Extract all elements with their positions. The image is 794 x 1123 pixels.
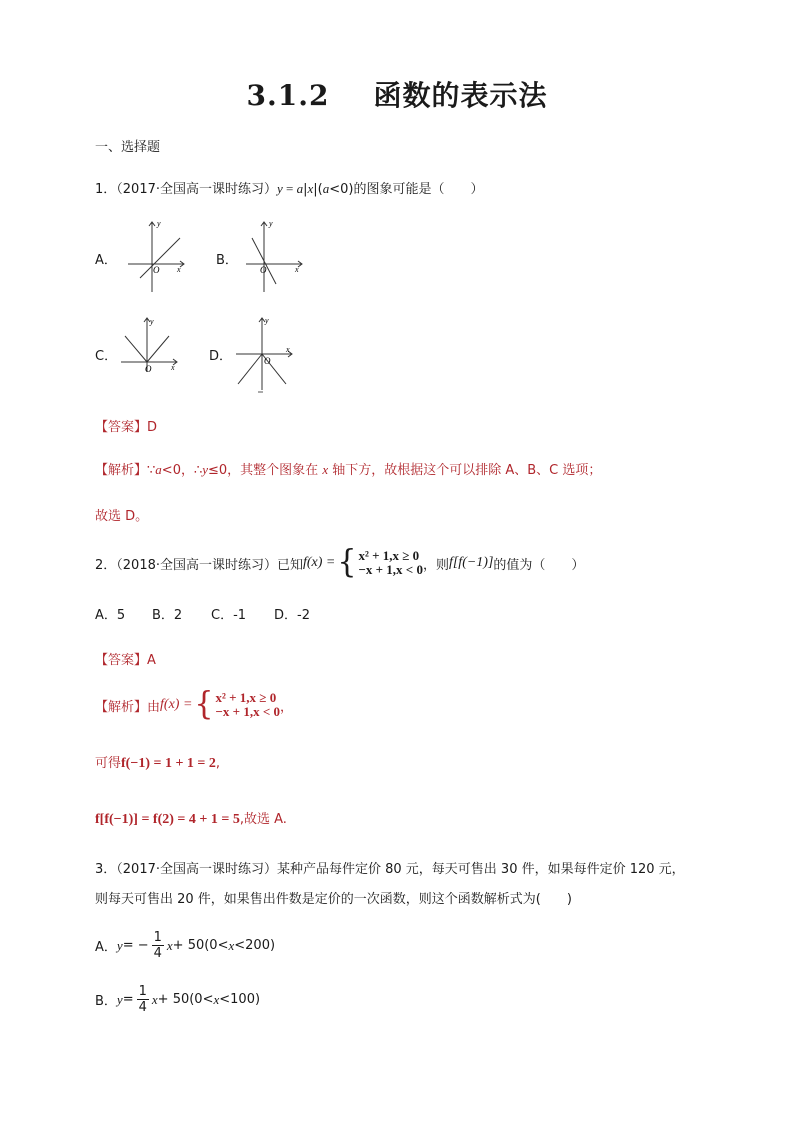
q1-analysis: [95, 459, 601, 478]
q2-analysis-line2: [95, 752, 220, 772]
q1-c-x-label: x: [171, 363, 175, 372]
q1-option-a-graph: [122, 214, 192, 296]
q1-prefix: 1．（2017·全国高一课时练习）: [95, 182, 277, 197]
q3-b-tail: + 50(0<: [157, 992, 214, 1007]
q3-b-fraction: [137, 984, 149, 1015]
q2-analysis-tag: 【解析】: [95, 699, 148, 715]
q3-a-tail: + 50(0<: [172, 938, 229, 953]
q3-b-y: y: [116, 991, 123, 1007]
q1-b-x-label: x: [295, 265, 299, 274]
q1-option-d-graph: [232, 312, 302, 394]
q1-option-c-label: C．: [95, 349, 118, 364]
q1-analysis-tag: 【解析】: [95, 463, 148, 478]
q1-bar1: |: [303, 182, 308, 197]
q1-c-y-label: y: [150, 317, 154, 326]
q1-b-origin-label: O: [260, 265, 267, 275]
q1-option-c-graph: [117, 314, 187, 376]
q1-analysis-p2: <0，∴: [161, 463, 203, 478]
q2-line2-end: ,: [215, 756, 221, 771]
q2-option-b: B．2: [152, 608, 183, 623]
q2-case1: x² + 1,x ≥ 0: [358, 548, 420, 563]
q3-a-x: x: [166, 937, 173, 953]
q1-a-x-label: x: [177, 265, 181, 274]
q1-c-origin-label: O: [145, 364, 152, 374]
title-text: 函数的表示法: [373, 79, 548, 112]
q2-answer: 【答案】A: [95, 653, 156, 668]
q2-stem: [95, 544, 585, 581]
q3-b-x: x: [151, 991, 158, 1007]
q2-line2-math: f(−1) = 1 + 1 = 2: [121, 756, 216, 771]
q2-analysis-end: ，: [279, 699, 293, 715]
q1-analysis-p3: ≤0，其整个图象在: [208, 463, 323, 478]
q1-d-x-label: x: [286, 345, 290, 354]
q3-option-b: [95, 984, 260, 1015]
q2-ffm1: f[f(−1)]: [448, 555, 494, 570]
q2-analysis: [95, 686, 293, 723]
section-heading: 一、选择题: [95, 140, 161, 155]
q3-b-x2: x: [213, 991, 220, 1007]
q2-analysis-brace: {: [194, 686, 214, 723]
q3-b-eq: =: [122, 992, 134, 1007]
q1-cond: <0)的图象可能是（ ）: [329, 182, 484, 197]
q2-suffix: 的值为（ ）: [493, 557, 585, 573]
q1-analysis-p4: 轴下方，故根据这个可以排除 A、B、C 选项；: [328, 463, 602, 478]
q2-option-a: A．5: [95, 608, 126, 623]
q3-a-label: A．: [95, 940, 117, 955]
q2-case2: −x + 1,x < 0: [358, 562, 423, 577]
q2-analysis-line3: [95, 808, 287, 828]
q3-a-den: 4: [153, 946, 162, 961]
q1-option-a-label: A．: [95, 253, 117, 268]
q3-a-eq: = −: [122, 938, 149, 953]
q2-prefix: 2．（2018·全国高一课时练习）已知: [95, 557, 303, 573]
q3-a-num: 1: [153, 930, 162, 945]
q2-line3-math: f[f(−1)] = f(2) = 4 + 1 = 5: [95, 812, 240, 827]
q3-b-num: 1: [138, 984, 147, 999]
q1-analysis-x: x: [322, 462, 329, 477]
q1-a2: a: [322, 181, 330, 196]
q2-cases: [358, 549, 422, 577]
q3-stem-line2: 则每天可售出 20 件，如果售出件数是定价的一次函数，则这个函数解析式为( ): [95, 892, 572, 907]
q1-bar2: |(: [313, 182, 323, 197]
q2-analysis-case1: x² + 1,x ≥ 0: [215, 690, 277, 705]
q1-stem: [95, 178, 484, 197]
q3-a-end: <200): [234, 938, 276, 953]
q1-analysis-a: a: [155, 462, 162, 477]
q3-b-label: B．: [95, 994, 117, 1009]
q2-analysis-fx: f(x) =: [160, 697, 193, 712]
q1-a-y-label: y: [157, 219, 161, 228]
q1-analysis-line2: 故选 D。: [95, 509, 149, 524]
q1-b-y-label: y: [269, 219, 273, 228]
q3-a-fraction: [152, 930, 164, 961]
q1-d-y-label: y: [265, 316, 269, 325]
q2-analysis-case2: −x + 1,x < 0: [215, 704, 280, 719]
q2-line2-prefix: 可得: [95, 756, 122, 771]
q2-option-d: D．-2: [274, 608, 310, 623]
q3-b-den: 4: [138, 1000, 147, 1015]
q2-analysis-you: 由: [147, 699, 161, 715]
q2-option-c: C．-1: [211, 608, 247, 623]
q1-a: a: [296, 181, 304, 196]
q2-line3-end: ,故选 A.: [239, 812, 287, 827]
q1-d-origin-label: O: [264, 356, 271, 366]
q1-x: x: [307, 181, 314, 196]
q1-analysis-y: y: [202, 462, 209, 477]
q3-a-x2: x: [228, 937, 235, 953]
q3-stem-line1: 3．（2017·全国高一课时练习）某种产品每件定价 80 元，每天可售出 30 件，如果每件定价 120 元，: [95, 862, 685, 877]
q2-analysis-cases: [216, 691, 280, 719]
q2-mid: ，则: [422, 557, 449, 573]
q1-option-d-label: D．: [209, 349, 233, 364]
q3-a-y: y: [116, 937, 123, 953]
q1-option-b-label: B．: [216, 253, 238, 268]
q1-analysis-p1: ∵: [147, 463, 156, 478]
page-title: [0, 74, 794, 114]
q2-brace: {: [337, 544, 357, 581]
q1-y: y: [277, 181, 283, 196]
title-number: 3.1.2: [246, 79, 330, 112]
q1-option-b-graph: [240, 214, 310, 296]
q1-a-origin-label: O: [153, 265, 160, 275]
q2-fx: f(x) =: [303, 555, 336, 570]
q1-eq: =: [282, 181, 297, 196]
q3-option-a: [95, 930, 275, 961]
q1-answer: 【答案】D: [95, 420, 158, 435]
q3-b-end: <100): [219, 992, 261, 1007]
